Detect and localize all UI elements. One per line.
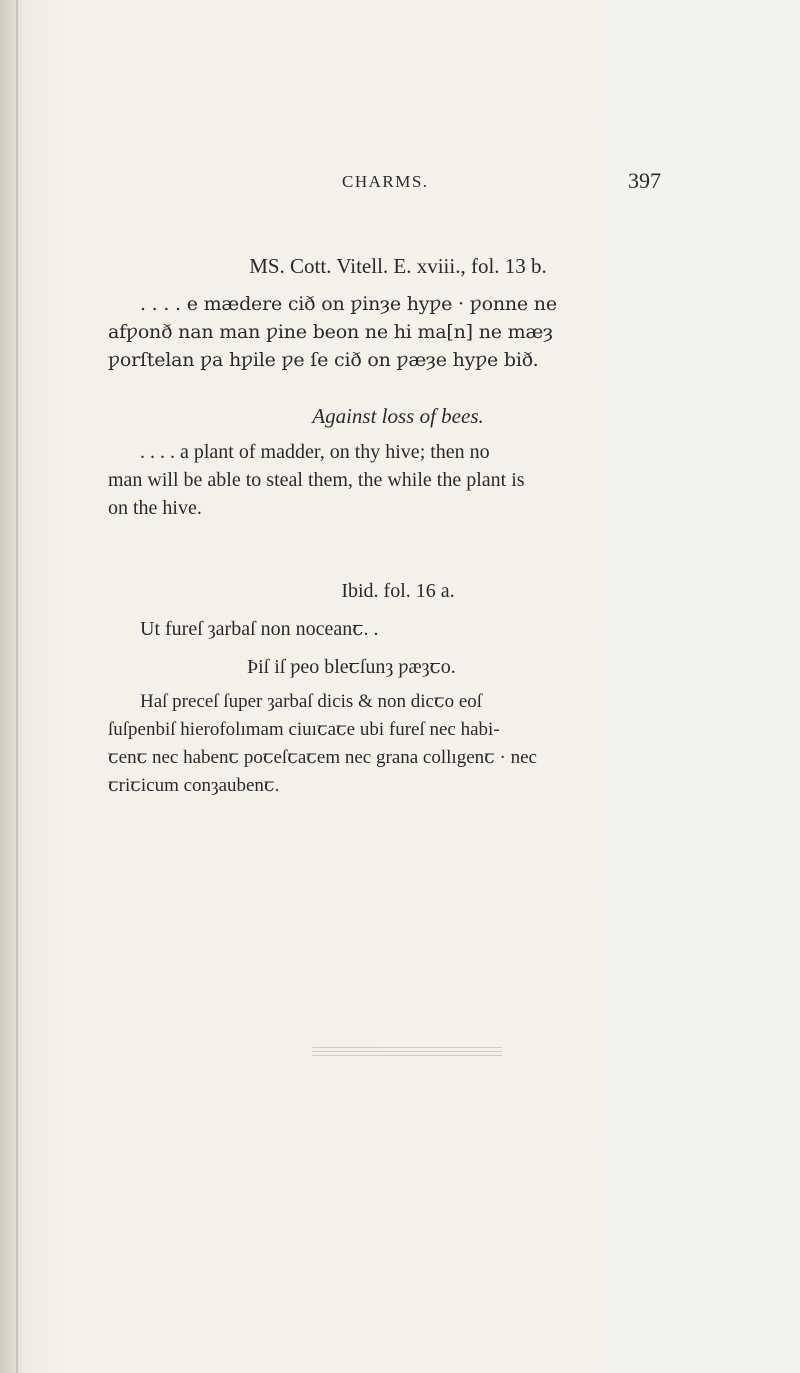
translation-line: on the hive. [108, 497, 202, 519]
old-english-passage [108, 290, 688, 374]
latin-para-line: ſuſpenbiſ hierofolımam ciuıꞇaꞇe ubi fureſ nec habi- [108, 719, 500, 740]
running-head [0, 168, 800, 198]
latin-line-1: Ut fureſ ȝarbaſ non noceanꞇ. . [140, 618, 379, 640]
translation-line: . . . . a plant of madder, on thy hive; then no [140, 441, 490, 463]
rule-line [312, 1047, 502, 1048]
ibid-reference: Ibid. fol. 16 a. [341, 580, 455, 602]
translation-passage [108, 438, 688, 522]
old-english-line: . . . . e mædere cið on ƿinȝe hyƿe · ƿonne ne [140, 293, 557, 315]
ibid-block [108, 580, 688, 603]
latin-para-line: ꞇriꞇicum conȝaubenꞇ. [108, 775, 280, 796]
latin-paragraph [108, 688, 688, 800]
latin-line-2: Þiſ iſ ƿeo bleꞇſunȝ ƿæȝꞇo. [247, 656, 456, 678]
latin-passage [108, 688, 688, 800]
old-english-text [108, 290, 688, 374]
gutter-shadow [0, 0, 22, 1373]
ms-reference-block-1 [108, 254, 688, 279]
rule-line [312, 1055, 502, 1056]
charm-heading: Against loss of bees. [312, 404, 484, 428]
old-english-line: afƿonð nan man ƿine beon ne hi ma[n] ne mæȝ [108, 321, 553, 343]
translation-line: man will be able to steal them, the while the plant is [108, 469, 525, 491]
old-english-line: ƿorſtelan ƿa hƿile ƿe ſe cið on ƿæȝe hyƿe bið. [108, 349, 539, 371]
latin-para-line: Haſ preceſ ſuper ȝarbaſ dicis & non dicꞇo eoſ [140, 691, 483, 712]
translation-text [108, 438, 688, 522]
running-title: CHARMS. [342, 172, 429, 191]
page-number: 397 [628, 168, 661, 193]
rule-line [312, 1051, 502, 1052]
heading-block [108, 404, 688, 429]
latin-para-line: ꞇenꞇ nec habenꞇ poꞇeſꞇaꞇem nec grana collıgenꞇ · nec [108, 747, 537, 768]
latin-line-1-block [140, 616, 720, 641]
latin-line-2-block [247, 654, 800, 679]
ms-reference: MS. Cott. Vitell. E. xviii., fol. 13 b. [249, 254, 547, 278]
show-through-rules [312, 1047, 502, 1059]
gutter-line [16, 0, 18, 1373]
